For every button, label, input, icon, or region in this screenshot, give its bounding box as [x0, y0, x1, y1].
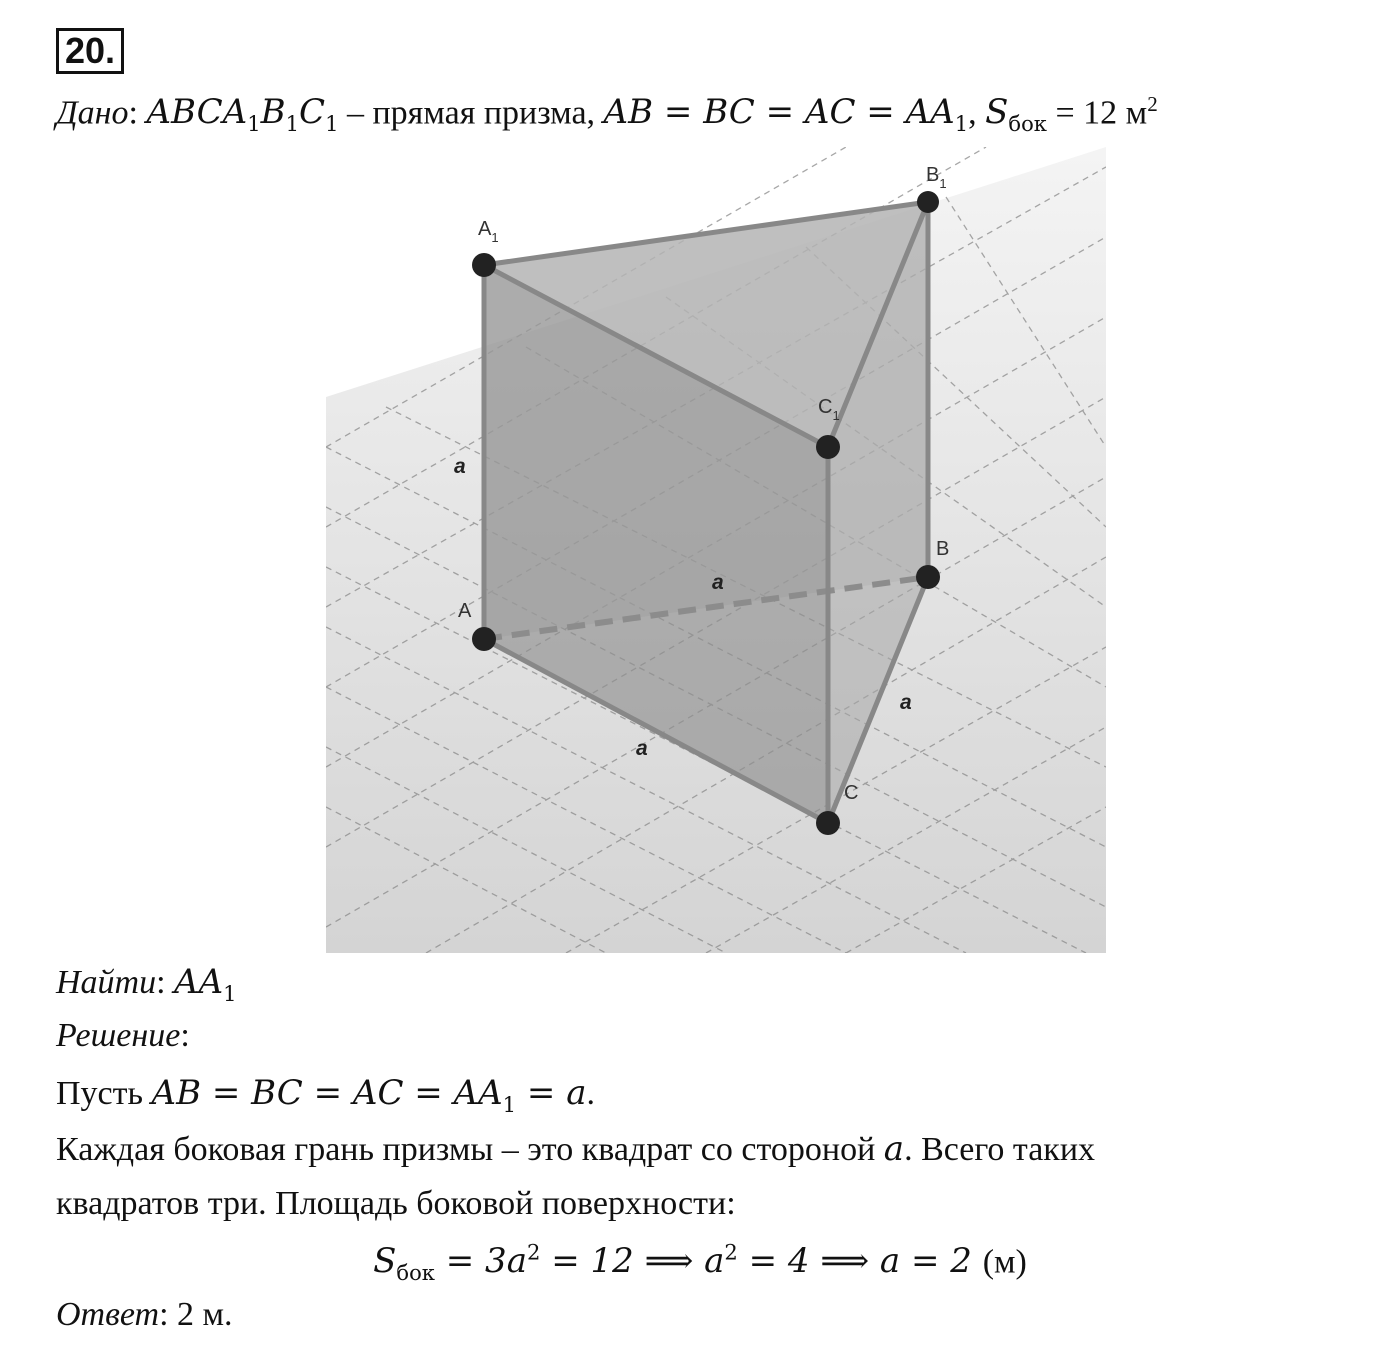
- prism-sub-c: 1: [325, 111, 339, 137]
- formula-s: S: [373, 1241, 397, 1282]
- let-expr: [151, 1073, 587, 1117]
- let-line: [56, 1073, 595, 1117]
- given-equality: [603, 92, 969, 137]
- edge-label-bc: a: [900, 691, 912, 714]
- find-line: Найти: $AA_1$: [56, 962, 237, 1006]
- label-c1: $C_1$: [818, 396, 840, 423]
- given-area: [985, 92, 1047, 137]
- area-power: 2: [1147, 92, 1158, 116]
- text-line-1: [56, 1129, 1095, 1169]
- text1-part-a: Каждая боковая грань призмы – это квадрат со стороной: [56, 1131, 884, 1168]
- prism-sub-b: 1: [285, 111, 300, 137]
- let-expr-text: AB = BC = AC = AA: [151, 1073, 503, 1113]
- prism-part-abca: ABCA: [146, 92, 248, 133]
- let-expr-tail: = a: [516, 1073, 587, 1113]
- answer-line: [56, 1296, 233, 1334]
- label-a: A: [458, 600, 472, 622]
- equality-sub: 1: [954, 111, 969, 137]
- find-target-sub: 1: [223, 980, 237, 1006]
- prism-sub-a: 1: [247, 111, 261, 137]
- solution-label: Решение: [56, 1017, 181, 1054]
- formula-sup2: 2: [724, 1240, 738, 1265]
- given-line: Дано: $ABCA_1B_1C_1$ – прямая призма, AB = BC = AC = $AA_1$, $S_{бок} = 12$ $м^2$: [56, 92, 1158, 137]
- edge-label-ab: a: [712, 571, 724, 594]
- solution-line: Решение:: [56, 1017, 190, 1054]
- find-target: [174, 962, 237, 1006]
- formula: [373, 1240, 983, 1286]
- given-label: Дано: [56, 94, 129, 132]
- let-expr-sub: 1: [502, 1091, 517, 1117]
- formula-line: [0, 1240, 1400, 1285]
- edge-label-aa1: a: [454, 455, 466, 478]
- formula-mid3: = 4 ⟹ a = 2: [737, 1241, 983, 1282]
- answer-value: : 2 м.: [159, 1296, 233, 1333]
- label-a1: $A_1$: [478, 218, 499, 245]
- edge-label-ac: a: [636, 737, 648, 760]
- formula-sup1: 2: [526, 1240, 541, 1265]
- text-line-2: квадратов три. Площадь боковой поверхности:: [56, 1185, 736, 1222]
- given-description: – прямая призма,: [338, 94, 604, 132]
- prism-part-c: C: [299, 92, 326, 133]
- answer-label: Ответ: [56, 1296, 160, 1333]
- let-dot: .: [586, 1075, 595, 1112]
- let-word: Пусть: [56, 1075, 152, 1112]
- label-c: C: [844, 782, 859, 804]
- label-b1: $B_1$: [926, 164, 947, 191]
- area-value: = 12 м: [1046, 94, 1148, 132]
- prism-part-b: B: [260, 92, 286, 133]
- prism-figure: [326, 147, 1106, 953]
- text1-part-b: . Всего таких: [904, 1131, 1096, 1168]
- problem-number: 20.: [56, 28, 124, 74]
- label-b: B: [936, 538, 950, 560]
- equality-text: AB = BC = AC = AA: [603, 92, 955, 133]
- area-subscript: бок: [1008, 111, 1047, 137]
- prism-name: [146, 92, 339, 137]
- find-target-text: AA: [174, 962, 224, 1002]
- find-label: Найти: [56, 964, 157, 1001]
- formula-unit: (м): [982, 1243, 1027, 1281]
- formula-mid1: = 3a: [434, 1241, 527, 1282]
- formula-sub: бок: [396, 1260, 435, 1286]
- area-symbol: S: [985, 92, 1009, 133]
- text1-variable: a: [883, 1129, 905, 1169]
- formula-mid2: = 12 ⟹ a: [540, 1241, 725, 1282]
